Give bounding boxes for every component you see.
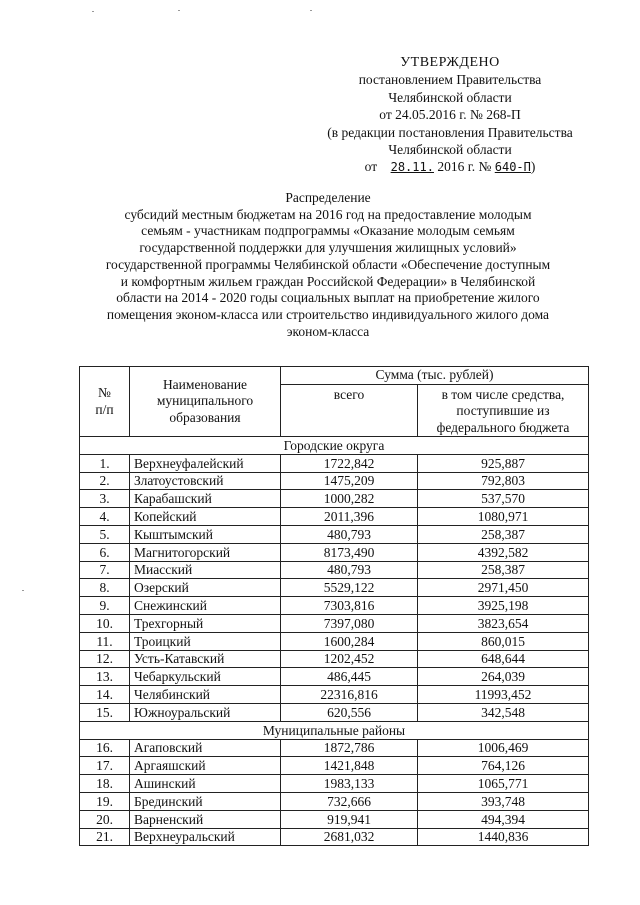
total-amount: 1600,284 [281,632,418,650]
table-row [80,525,589,543]
table-row [80,775,589,793]
federal-amount: 4392,582 [418,543,589,561]
table-row [80,668,589,686]
table-row [80,561,589,579]
municipality-name: Снежинский [130,597,281,615]
revision-prefix: от [364,159,378,175]
municipality-name: Озерский [130,579,281,597]
title-line: государственной поддержки для улучшения жилищных условий» [139,240,517,256]
total-amount: 480,793 [281,561,418,579]
scan-speck [22,590,24,591]
total-amount: 1983,133 [281,775,418,793]
row-number: 9. [80,597,130,615]
table-row [80,650,589,668]
federal-amount: 494,394 [418,810,589,828]
table-row [80,579,589,597]
federal-amount: 1440,836 [418,828,589,846]
table-row [80,614,589,632]
revision-mid: 2016 г. № [437,159,492,175]
total-amount: 620,556 [281,703,418,721]
federal-amount: 258,387 [418,525,589,543]
row-number: 4. [80,508,130,526]
federal-amount: 1065,771 [418,775,589,793]
scan-speck [178,10,180,11]
federal-amount: 1006,469 [418,739,589,757]
table-body [80,437,589,846]
approval-line: от 24.05.2016 г. № 268-П [379,107,521,123]
municipality-name: Южноуральский [130,703,281,721]
municipality-name: Троицкий [130,632,281,650]
row-number: 1. [80,454,130,472]
federal-amount: 258,387 [418,561,589,579]
total-amount: 7397,080 [281,614,418,632]
municipality-name: Копейский [130,508,281,526]
federal-amount: 342,548 [418,703,589,721]
total-amount: 8173,490 [281,543,418,561]
row-number: 6. [80,543,130,561]
header-sum: Сумма (тыс. рублей) [281,367,589,385]
table-row [80,757,589,775]
header-municipality: Наименование муниципального образования [130,367,281,437]
total-amount: 1722,842 [281,454,418,472]
total-amount: 2011,396 [281,508,418,526]
table-row [80,490,589,508]
row-number: 15. [80,703,130,721]
approval-line: Челябинской области [388,89,512,105]
approval-line: постановлением Правительства [358,72,542,88]
table-row [80,472,589,490]
federal-amount: 393,748 [418,792,589,810]
title-line: субсидий местным бюджетам на 2016 год на предоставление молодым [124,206,532,222]
federal-amount: 925,887 [418,454,589,472]
municipality-name: Агаповский [130,739,281,757]
scan-speck [310,10,312,11]
approval-line: Челябинской области [388,142,512,158]
total-amount: 22316,816 [281,686,418,704]
total-amount: 919,941 [281,810,418,828]
municipality-name: Аргаяшский [130,757,281,775]
municipality-name: Кыштымский [130,525,281,543]
municipality-name: Магнитогорский [130,543,281,561]
title-line: государственной программы Челябинской области «Обеспечение доступным [105,256,551,272]
row-number: 12. [80,650,130,668]
section-row [80,437,589,455]
municipality-name: Златоустовский [130,472,281,490]
row-number: 7. [80,561,130,579]
row-number: 2. [80,472,130,490]
row-number: 14. [80,686,130,704]
total-amount: 5529,122 [281,579,418,597]
federal-amount: 648,644 [418,650,589,668]
row-number: 19. [80,792,130,810]
federal-amount: 537,570 [418,490,589,508]
title-line: и комфортным жильем граждан Российской Федерации» в Челябинской [120,273,536,289]
title-heading: Распределение [285,190,371,205]
total-amount: 7303,816 [281,597,418,615]
row-number: 10. [80,614,130,632]
total-amount: 1421,848 [281,757,418,775]
document-title [60,190,596,340]
municipality-name: Брединский [130,792,281,810]
federal-amount: 764,126 [418,757,589,775]
approval-heading: УТВЕРЖДЕНО [400,55,500,70]
revision-suffix: ) [530,159,536,175]
total-amount: 486,445 [281,668,418,686]
row-number: 17. [80,757,130,775]
row-number: 20. [80,810,130,828]
municipality-name: Варненский [130,810,281,828]
section-title: Муниципальные районы [80,721,589,739]
municipality-name: Карабашский [130,490,281,508]
table-row [80,792,589,810]
federal-amount: 2971,450 [418,579,589,597]
header-federal: в том числе средства, поступившие из федерального бюджета [418,384,589,437]
revision-date: 28.11. [390,160,434,175]
section-title: Городские округа [80,437,589,455]
table-row [80,454,589,472]
row-number: 13. [80,668,130,686]
table-row [80,828,589,846]
row-number: 16. [80,739,130,757]
row-number: 18. [80,775,130,793]
table-row [80,703,589,721]
row-number: 8. [80,579,130,597]
table-row [80,810,589,828]
table-row [80,543,589,561]
municipality-name: Ашинский [130,775,281,793]
approval-block [300,54,600,177]
federal-amount: 860,015 [418,632,589,650]
municipality-name: Усть-Катавский [130,650,281,668]
total-amount: 1872,786 [281,739,418,757]
approval-line: (в редакции постановления Правительства [327,124,573,140]
table-row [80,597,589,615]
federal-amount: 1080,971 [418,508,589,526]
distribution-table [79,366,589,846]
total-amount: 2681,032 [281,828,418,846]
table-row [80,632,589,650]
title-line: области на 2014 - 2020 годы социальных выплат на приобретение жилого [116,290,540,306]
federal-amount: 264,039 [418,668,589,686]
total-amount: 1000,282 [281,490,418,508]
total-amount: 1475,209 [281,472,418,490]
revision-line [300,158,600,176]
federal-amount: 792,803 [418,472,589,490]
title-line: помещения эконом-класса или строительство индивидуального жилого дома [106,306,550,322]
municipality-name: Чебаркульский [130,668,281,686]
municipality-name: Верхнеуфалейский [130,454,281,472]
header-number: № п/п [80,367,130,437]
table-row [80,508,589,526]
total-amount: 1202,452 [281,650,418,668]
header-total: всего [281,384,418,437]
table-row [80,739,589,757]
row-number: 11. [80,632,130,650]
table-row [80,686,589,704]
municipality-name: Челябинский [130,686,281,704]
title-line: эконом-класса [286,323,370,339]
municipality-name: Миасский [130,561,281,579]
row-number: 3. [80,490,130,508]
scan-speck [92,11,94,12]
row-number: 5. [80,525,130,543]
revision-number: 640-П [494,160,531,175]
federal-amount: 11993,452 [418,686,589,704]
municipality-name: Трехгорный [130,614,281,632]
total-amount: 732,666 [281,792,418,810]
municipality-name: Верхнеуральский [130,828,281,846]
title-line: семьям - участникам подпрограммы «Оказание молодым семьям [141,223,515,239]
total-amount: 480,793 [281,525,418,543]
federal-amount: 3925,198 [418,597,589,615]
row-number: 21. [80,828,130,846]
federal-amount: 3823,654 [418,614,589,632]
section-row [80,721,589,739]
